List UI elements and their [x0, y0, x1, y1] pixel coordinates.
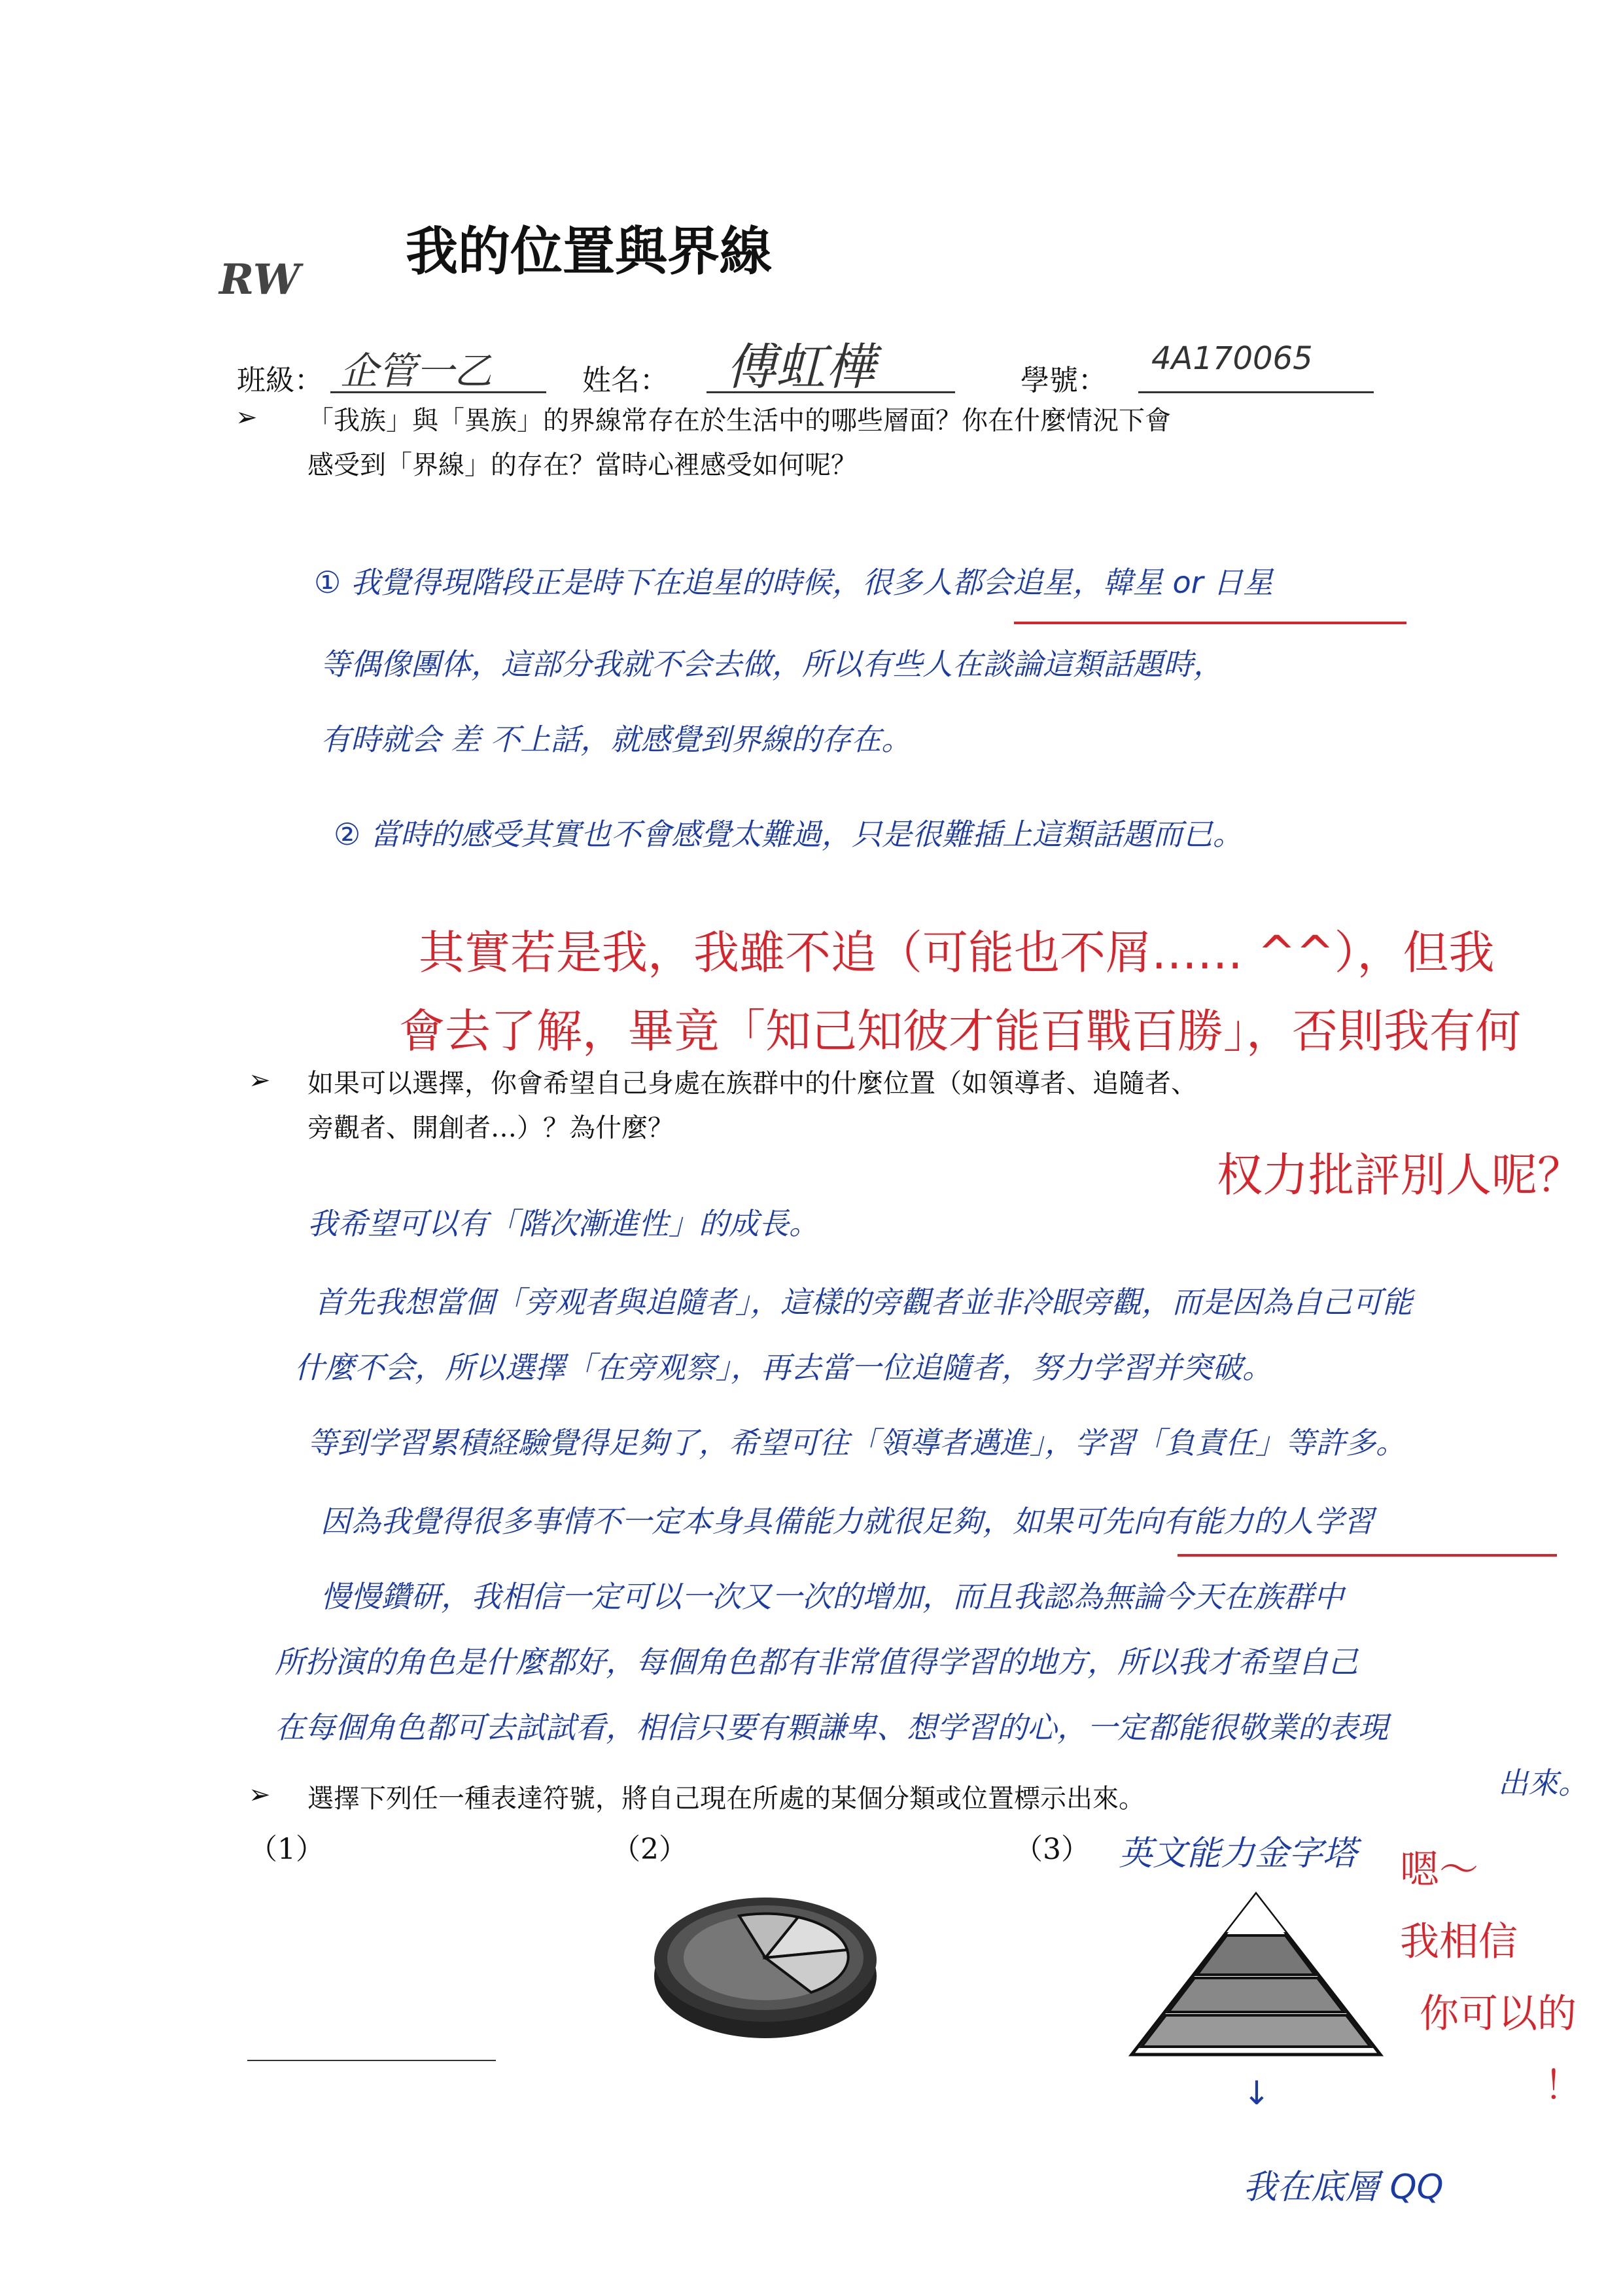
- id-value: 4A170065: [1151, 340, 1313, 377]
- teacher-comment-line: 嗯～: [1400, 1847, 1478, 1893]
- arrow-down-icon: ↓: [1243, 2074, 1270, 2112]
- option-1-label: （1）: [249, 1833, 324, 1866]
- id-underline: [1138, 391, 1374, 393]
- teacher-comment-line: 其實若是我，我雖不追（可能也不屑…… ^^），但我: [419, 926, 1495, 980]
- q2-text-line1: 如果可以選擇，你會希望自己身處在族群中的什麼位置（如領導者、追隨者、: [307, 1069, 1197, 1099]
- q1-answer-line: ① 我覺得現階段正是時下在追星的時候，很多人都会追星，韓星 or 日星: [314, 565, 1274, 600]
- q1-answer-line: 等偶像團体，這部分我就不会去做，所以有些人在談論這類話題時，: [321, 646, 1223, 682]
- option-2-label: （2）: [612, 1833, 688, 1866]
- pyramid-symbol-icon: [1125, 1884, 1387, 2061]
- class-underline: [330, 391, 546, 393]
- class-value: 企管一乙: [340, 349, 493, 393]
- option-3-label: （3）: [1014, 1833, 1090, 1866]
- bullet-q3: ➢: [249, 1780, 271, 1810]
- q2-answer-line: 因為我覺得很多事情不一定本身具備能力就很足夠，如果可先向有能力的人学習: [321, 1504, 1374, 1539]
- pyramid-note: 英文能力金字塔: [1119, 1834, 1357, 1873]
- q2-answer-line: 首先我想當個「旁观者與追隨者」，這樣的旁觀者並非冷眼旁觀，而是因為自己可能: [314, 1284, 1412, 1320]
- teacher-comment-line: 你可以的: [1420, 1991, 1577, 2037]
- id-label: 學號：: [1021, 364, 1107, 397]
- bottom-note: 我在底層 QQ: [1243, 2168, 1444, 2207]
- teacher-comment-line: ！: [1544, 2063, 1583, 2109]
- teacher-comment-line: 我相信: [1400, 1919, 1518, 1965]
- page-title: 我的位置與界線: [406, 221, 772, 282]
- q2-answer-line: 什麼不会，所以選擇「在旁观察」，再去當一位追隨者，努力学習并突破。: [294, 1350, 1272, 1385]
- teacher-comment-line: 會去了解，畢竟「知己知彼才能百戰百勝」，否則我有何: [399, 1004, 1521, 1058]
- teacher-underline: [1014, 622, 1406, 624]
- q2-answer-line: 等到学習累積経驗覺得足夠了，希望可往「領導者邁進」，学習「負責任」等許多。: [307, 1425, 1406, 1460]
- q1-answer-line: ② 當時的感受其實也不會感覺太難過，只是很難插上這類話題而已。: [334, 817, 1243, 852]
- q1-text-line1: 「我族」與「異族」的界線常存在於生活中的哪些層面？你在什麼情況下會: [307, 406, 1171, 436]
- pie-symbol-icon: [648, 1878, 883, 2041]
- q1-answer-line: 有時就会 差 不上話，就感覺到界線的存在。: [321, 722, 912, 757]
- name-label: 姓名：: [582, 364, 669, 397]
- name-underline: [707, 391, 955, 393]
- teacher-underline: [1178, 1554, 1557, 1557]
- q3-text: 選擇下列任一種表達符號，將自己現在所處的某個分類或位置標示出來。: [307, 1784, 1145, 1814]
- q2-answer-line: 在每個角色都可去試試看，相信只要有顆謙卑、想学習的心，一定都能很敬業的表現: [275, 1710, 1388, 1745]
- q2-answer-line: 所扮演的角色是什麼都好，每個角色都有非常值得学習的地方，所以我才希望自己: [275, 1644, 1358, 1680]
- q1-text-line2: 感受到「界線」的存在？當時心裡感受如何呢？: [307, 450, 857, 480]
- logo: RW: [219, 255, 300, 304]
- q2-answer-line: 出來。: [1498, 1765, 1588, 1801]
- bullet-q1: ➢: [236, 402, 258, 433]
- teacher-comment-line: 权力批評別人呢？: [1217, 1148, 1583, 1202]
- bullet-q2: ➢: [249, 1065, 271, 1095]
- class-label: 班級：: [237, 364, 323, 397]
- name-value: 傅虹樺: [726, 338, 875, 396]
- q2-answer-line: 我希望可以有「階次漸進性」的成長。: [307, 1206, 819, 1241]
- q2-text-line2: 旁觀者、開創者…）？為什麼？: [307, 1113, 674, 1143]
- option-1-underline: [247, 2060, 496, 2061]
- q2-answer-line: 慢慢鑽研，我相信一定可以一次又一次的增加，而且我認為無論今天在族群中: [321, 1579, 1344, 1614]
